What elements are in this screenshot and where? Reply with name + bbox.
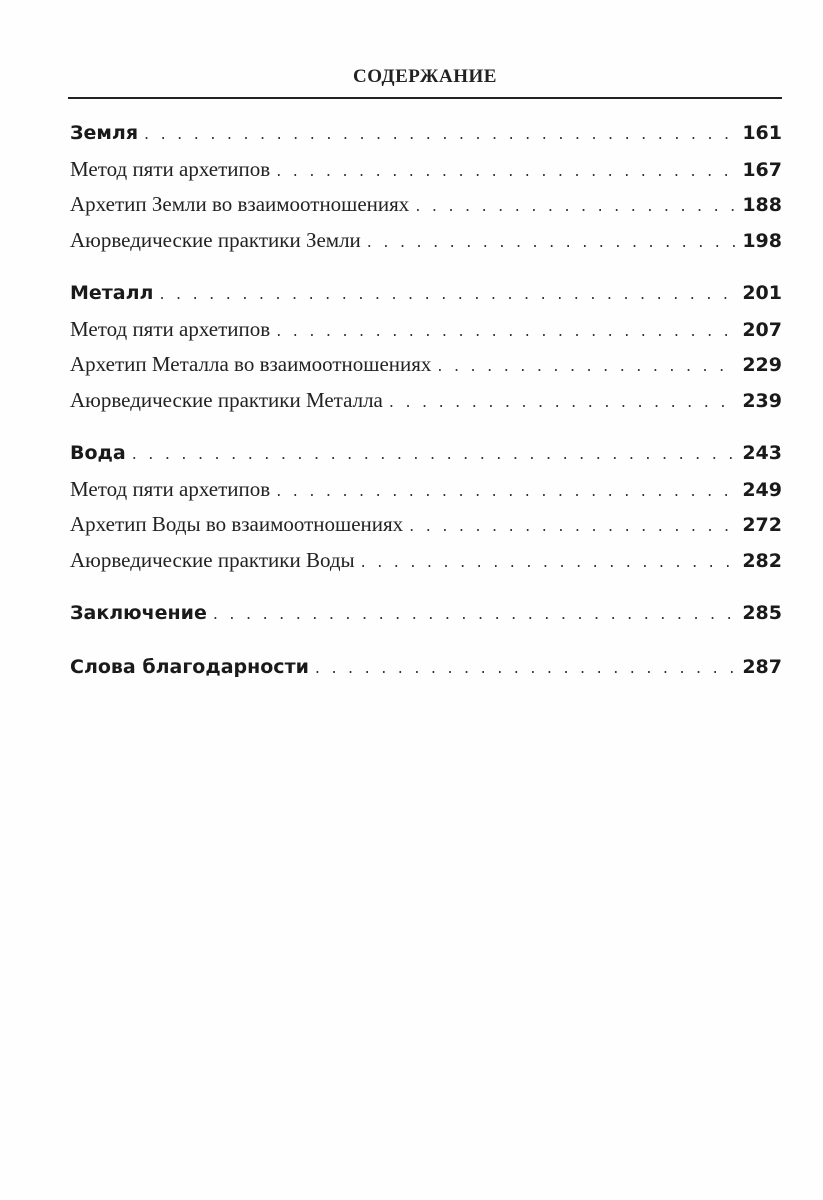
page-number: 287 [742, 655, 782, 678]
toc-chapter[interactable] [70, 436, 782, 472]
dot-leader [437, 348, 736, 384]
entry-title: Аюрведические практики Металла [70, 387, 383, 412]
dot-leader [389, 384, 736, 420]
toc-chapter[interactable] [70, 276, 782, 312]
toc-entry[interactable] [70, 347, 782, 383]
page-number: 188 [742, 194, 782, 216]
dot-leader [276, 473, 736, 509]
page-number: 229 [742, 354, 782, 376]
chapter-title: Слова благодарности [70, 655, 309, 678]
header-rule [68, 97, 782, 99]
page-number: 239 [742, 389, 782, 412]
page-number: 207 [742, 318, 782, 341]
dot-leader [361, 544, 737, 580]
dot-leader [315, 650, 736, 686]
dot-leader [132, 436, 737, 472]
toc-entry[interactable] [70, 507, 782, 543]
dot-leader [213, 596, 736, 632]
page-number: 282 [742, 549, 782, 572]
entry-title: Аюрведические практики Земли [70, 227, 361, 252]
entry-title: Архетип Земли во взаимоотношениях [70, 192, 410, 216]
dot-leader [159, 276, 736, 312]
entry-title: Архетип Металла во взаимоотношениях [70, 352, 432, 376]
chapter-title: Вода [70, 442, 126, 464]
entry-title: Метод пяти архетипов [70, 476, 271, 501]
chapter-title: Земля [70, 122, 139, 144]
dot-leader [415, 188, 736, 224]
toc-section-acknowledgements [70, 650, 782, 686]
toc-entry[interactable] [70, 383, 782, 419]
page-number: 249 [742, 478, 782, 501]
toc-chapter[interactable] [70, 650, 782, 686]
toc-chapter[interactable] [70, 116, 782, 152]
page-title: СОДЕРЖАНИЕ [353, 66, 497, 87]
toc-entry[interactable] [70, 543, 782, 579]
toc-entry[interactable] [70, 187, 782, 223]
toc-entry[interactable] [70, 472, 782, 508]
toc-section-earth [70, 116, 782, 258]
chapter-title: Металл [70, 282, 154, 304]
entry-title: Аюрведические практики Воды [70, 547, 355, 572]
page-number: 243 [742, 442, 782, 464]
chapter-title: Заключение [70, 602, 207, 624]
table-of-contents [70, 116, 782, 703]
dot-leader [367, 224, 737, 260]
page-number: 285 [742, 602, 782, 624]
page-number: 161 [742, 122, 782, 144]
toc-section-water [70, 436, 782, 578]
dot-leader [276, 153, 736, 189]
page-number: 272 [742, 514, 782, 536]
entry-title: Метод пяти архетипов [70, 156, 271, 181]
toc-entry[interactable] [70, 152, 782, 188]
toc-chapter[interactable] [70, 596, 782, 632]
dot-leader [144, 116, 736, 152]
page-number: 198 [742, 229, 782, 252]
entry-title: Метод пяти архетипов [70, 316, 271, 341]
page-number: 201 [742, 282, 782, 304]
dot-leader [409, 508, 736, 544]
toc-entry[interactable] [70, 312, 782, 348]
toc-entry[interactable] [70, 223, 782, 259]
toc-section-metal [70, 276, 782, 418]
dot-leader [276, 313, 736, 349]
page-number: 167 [742, 158, 782, 181]
toc-section-conclusion [70, 596, 782, 632]
entry-title: Архетип Воды во взаимоотношениях [70, 512, 404, 536]
